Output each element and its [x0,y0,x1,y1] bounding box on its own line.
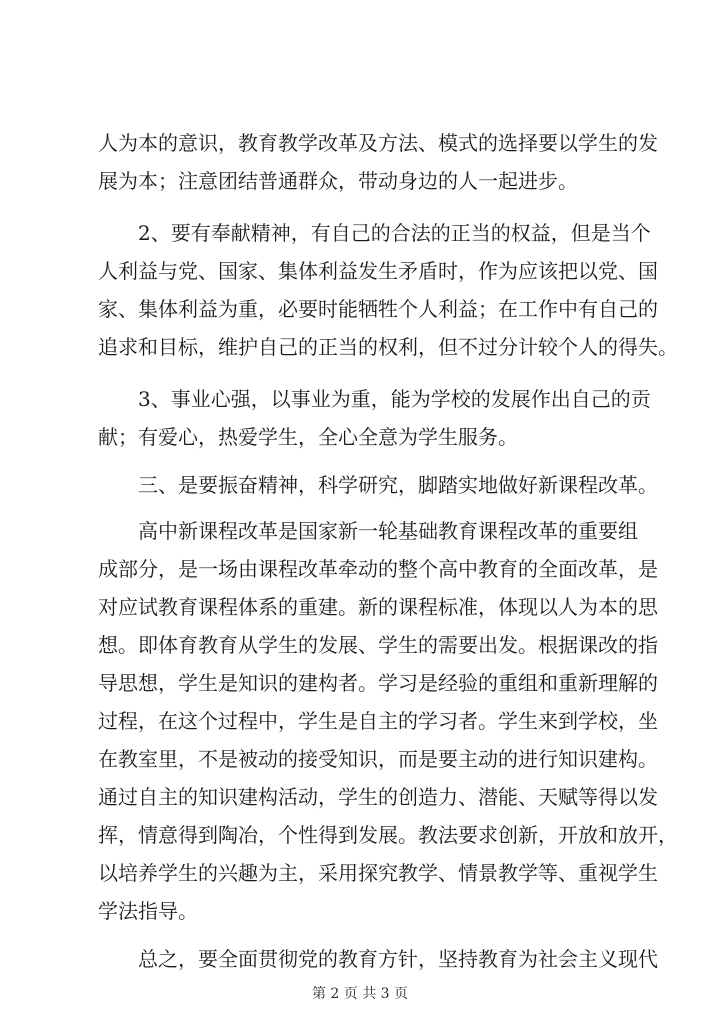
text-line [0,166,720,196]
text-line [0,630,720,660]
text-line-content: 三、是要振奋精神，科学研究，脚踏实地做好新课程改革。 [138,473,658,497]
section-heading [0,470,720,500]
text-line [0,896,720,926]
text-line-content: 成部分，是一场由课程改革牵动的整个高中教育的全面改革，是 [98,557,658,581]
text-line-content: 对应试教育课程体系的重建。新的课程标准，体现以人为本的思 [98,595,658,619]
text-line-content: 高中新课程改革是国家新一轮基础教育课程改革的重要组 [138,519,638,543]
text-line [0,332,720,362]
text-line-content: 献；有爱心，热爱学生，全心全意为学生服务。 [98,425,518,449]
text-line-content: 人利益与党、国家、集体利益发生矛盾时，作为应该把以党、国 [98,259,658,283]
text-line-content: 导思想，学生是知识的建构者。学习是经验的重组和重新理解的 [98,671,658,695]
text-line-content: 家、集体利益为重，必要时能牺牲个人利益；在工作中有自己的 [98,297,658,321]
text-line [0,592,720,622]
text-line [0,554,720,584]
text-line [0,858,720,888]
text-line-content: 人为本的意识，教育教学改革及方法、模式的选择要以学生的发 [98,131,658,155]
text-line [0,744,720,774]
text-line [0,668,720,698]
text-line-content: 3、事业心强，以事业为重，能为学校的发展作出自己的贡 [138,387,651,411]
text-line [0,384,720,414]
text-line-content: 过程，在这个过程中，学生是自主的学习者。学生来到学校，坐 [98,709,658,733]
text-line-content: 以培养学生的兴趣为主，采用探究教学、情景教学等、重视学生 [98,861,658,885]
text-line-content: 2、要有奉献精神，有自己的合法的正当的权益，但是当个 [138,221,651,245]
page-number: 第 2 页 共 3 页 [311,986,409,1002]
text-line [0,128,720,158]
text-line [0,422,720,452]
text-line-content: 在教室里，不是被动的接受知识，而是要主动的进行知识建构。 [98,747,658,771]
text-line [0,706,720,736]
text-line-content: 挥，情意得到陶冶，个性得到发展。教法要求创新，开放和放开， [98,823,678,847]
text-line [0,820,720,850]
text-line [0,218,720,248]
text-line-content: 展为本；注意团结普通群众，带动身边的人一起进步。 [98,169,578,193]
text-line [0,294,720,324]
text-line [0,516,720,546]
text-line-content: 学法指导。 [98,899,198,923]
text-line [0,256,720,286]
text-line-content: 通过自主的知识建构活动，学生的创造力、潜能、天赋等得以发 [98,785,658,809]
text-line-content: 想。即体育教育从学生的发展、学生的需要出发。根据课改的指 [98,633,658,657]
page-footer [0,984,720,1004]
text-line-content: 追求和目标，维护自己的正当的权利，但不过分计较个人的得失。 [98,335,678,359]
text-line [0,782,720,812]
text-line [0,944,720,974]
text-line-content: 总之，要全面贯彻党的教育方针，坚持教育为社会主义现代 [138,947,658,971]
